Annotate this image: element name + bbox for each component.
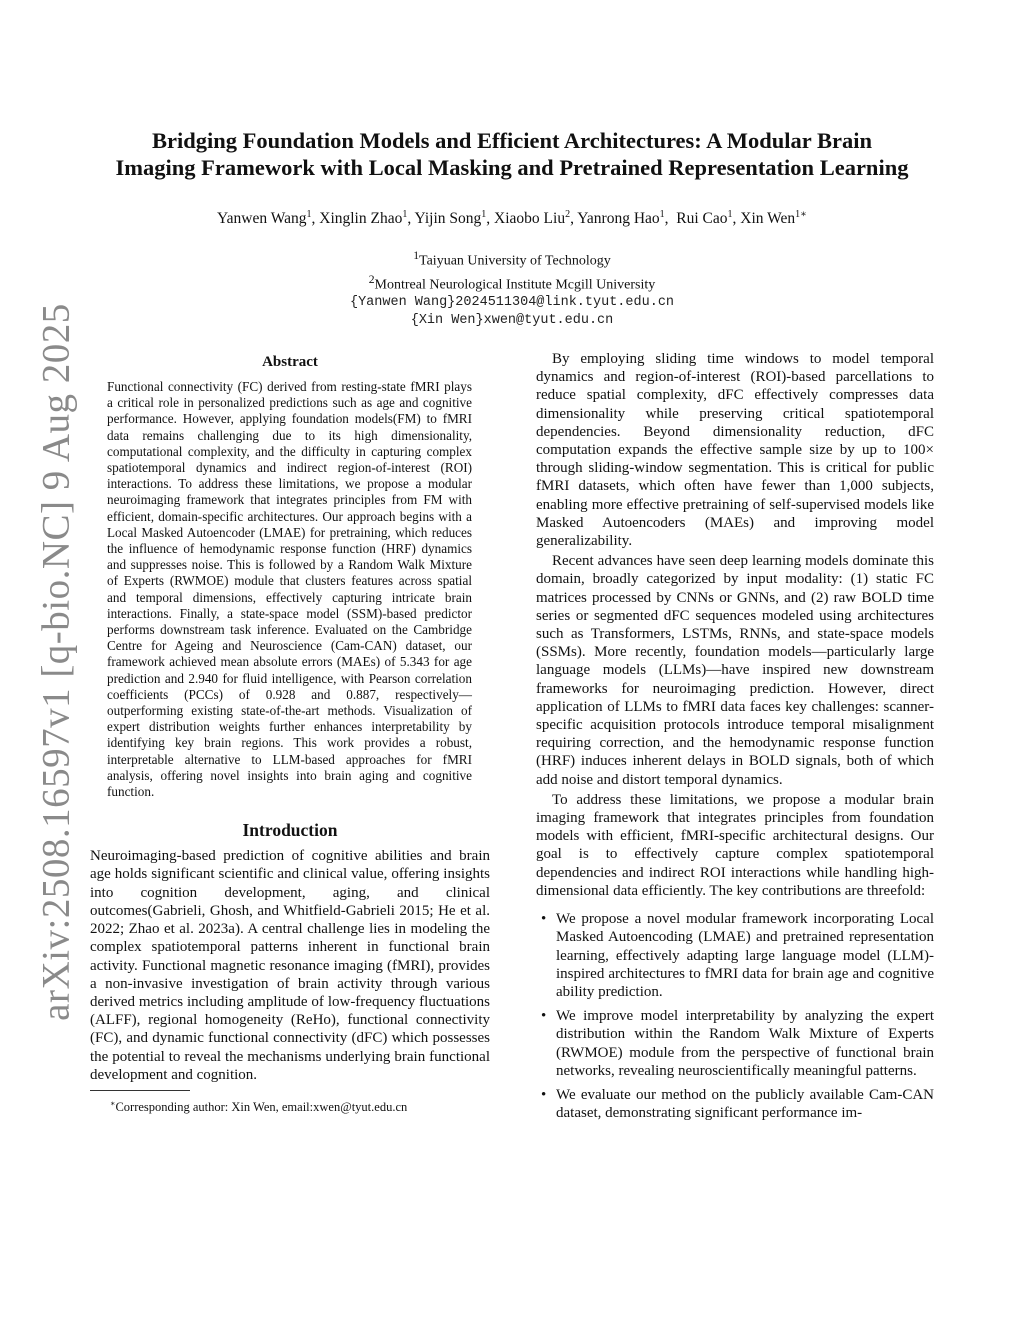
author: Yanrong Hao$^1$ <box>577 208 665 227</box>
list-item: • We propose a novel modular framework incorporating Local Masked Autoencoding (LMAE) and pretrained representation learning, effectively adapting large language model (LLM)-inspired architectures to fMRI data for brain age and cognitive ability prediction. <box>541 911 934 1000</box>
affiliations <box>60 247 964 330</box>
right-column <box>536 350 934 1128</box>
author: Rui Cao$^1$ <box>676 208 733 227</box>
email-address: {Yanwen Wang}2024511304@link.tyut.edu.cn <box>349 295 675 311</box>
bullet-icon: • <box>541 1008 547 1025</box>
title-block <box>60 128 964 330</box>
footnote-divider <box>90 1090 190 1091</box>
author-list: Yanwen Wang$^1$, Xinglin Zhao$^1$, Yijin Song$^1$, Xiaobo Liu$^2$, Yanrong Hao$^1$, Rui Cao$^1$, Xin Wen$^{1∗}$ <box>217 208 807 227</box>
author: Xiaobo Liu$^2$ <box>494 208 571 227</box>
body-paragraph: To address these limitations, we propose a modular brain imaging framework that integrates principles from foundation models with efficient, fMRI-specific architectural designs. Our goal is to effectively capture complex spatiotemporal dependencies and indirect ROI interactions while handling high-dimensional data efficiently. The key contributions are threefold: <box>536 791 934 899</box>
title-line-2: Imaging Framework with Local Masking and Pretrained Representation Learning <box>115 154 909 180</box>
affiliation: $^1$Taiyuan University of Technology <box>413 249 611 269</box>
left-column <box>90 350 490 1115</box>
author: Yijin Song$^1$ <box>414 208 487 227</box>
email-address: {Xin Wen}xwen@tyut.edu.cn <box>410 313 614 329</box>
introduction-paragraph: Neuroimaging-based prediction of cognitive abilities and brain age holds significant scientific and clinical value, offering insights into cognition development, aging, and clinical outcomes(Gabrieli, Ghosh, and Whitfield-Gabrieli 2015; He et al. 2022; Zhao et al. 2023a). A central challenge lies in modeling the complex spatiotemporal patterns inherent in functional brain activity. Functional magnetic resonance imaging (fMRI), provides a non-invasive investigation of brain activity through various derived metrics including amplitude of low-frequency fluctuations (ALFF), regional homogeneity (ReHo), functional connectivity (FC), and dynamic functional connectivity (dFC) which possesses the potential to reveal the mechanisms underlying brain functional development and cognition. <box>90 848 490 1083</box>
bullet-icon: • <box>541 1086 547 1103</box>
arxiv-identifier: arXiv:2508.16597v1 [q-bio.NC] 9 Aug 2025 <box>34 303 78 1021</box>
affiliation: $^2$Montreal Neurological Institute Mcgill University <box>368 272 656 293</box>
body-paragraph: Recent advances have seen deep learning models dominate this domain, broadly categorized by input modality: (1) static FC matrices processed by CNNs or GNNs, and (2) raw BOLD time series or segmented dFC sequences modeled using architectures such as Transformers, LSTMs, RNNs, and state-space models (SSMs). More recently, foundation models—particularly large language models (LLMs)—have inspired new downstream frameworks for neuroimaging prediction. However, direct application of LLMs to fMRI data faces key challenges: scanner-specific acquisition protocols introduce temporal misalignment requiring correction, and the hemodynamic response function (HRF) induces inherent delays in BOLD signals, both of which add noise and distort temporal dynamics. <box>536 553 934 788</box>
abstract-text: Functional connectivity (FC) derived from resting-state fMRI plays a critical role in personalized predictions such as age and cognitive performance. However, applying foundation models(FM) to fMRI data remains challenging due to its high dimensionality, computational complexity, and the difficulty in capturing complex spatiotemporal dynamics and indirect region-of-interest (ROI) interactions. To address these limitations, we propose a modular neuroimaging framework that integrates principles from FM with efficient, domain-specific architectures. Our approach begins with a Local Masked Autoencoder (LMAE) for pretraining, which reduces the influence of hemodynamic response function (HRF) dynamics and suppresses noise. This is followed by a Random Walk Mixture of Experts (RWMOE) module that clusters features across spatial and temporal dimensions, effectively capturing intricate brain interactions. Finally, a state-space model (SSM)-based predictor performs downstream task inference. Evaluated on the Cambridge Centre for Ageing and Neuroscience (Cam-CAN) dataset, our framework achieved mean absolute errors (MAEs) of 5.343 for age prediction and 2.940 for fluid intelligence, with Pearson correlation coefficients (PCCs) of 0.928 and 0.887, respectively—outperforming existing state-of-the-art methods. Visualization of expert distribution weights further enhances interpretability by identifying key brain regions. This work provides a robust, interpretable alternative to LLM-based approaches for fMRI analysis, offering novel insights into brain aging and cognitive function. <box>107 379 472 800</box>
title-line-1: Bridging Foundation Models and Efficient Architectures: A Modular Brain <box>151 128 873 153</box>
author: Xin Wen$^{1∗}$ <box>740 208 807 227</box>
list-item: • We evaluate our method on the publicly available Cam-CAN dataset, demonstrating significant performance im- <box>541 1086 934 1122</box>
abstract-heading: Abstract <box>262 354 318 370</box>
introduction-heading: Introduction <box>242 820 338 841</box>
footnote: ∗Corresponding author: Xin Wen, email:xwen@tyut.edu.cn <box>110 1098 408 1115</box>
paper-title <box>60 128 964 181</box>
body-paragraph: By employing sliding time windows to model temporal dynamics and region-of-interest (ROI)-based parcellations to reduce spatial complexity, dFC effectively compresses data dimensionality while preserving critical spatiotemporal dependencies. Beyond dimensionality reduction, dFC computation expands the effective sample size by up to 100× through sliding-window segmentation. This is critical for public fMRI datasets, which often have fewer than 1,000 subjects, enabling more effective pretraining of self-supervised models like Masked Autoencoders (MAEs) and improving model generalizability. <box>536 351 934 550</box>
contribution-list <box>536 910 934 1122</box>
author: Yanwen Wang$^1$ <box>217 208 312 227</box>
bullet-icon: • <box>541 911 547 928</box>
author: Xinglin Zhao$^1$ <box>319 208 408 227</box>
list-item: • We improve model interpretability by analyzing the expert distribution within the Random Walk Mixture of Experts (RWMOE) module from the perspective of functional brain networks, revealing neuroscientifically meaningful patterns. <box>541 1008 934 1079</box>
